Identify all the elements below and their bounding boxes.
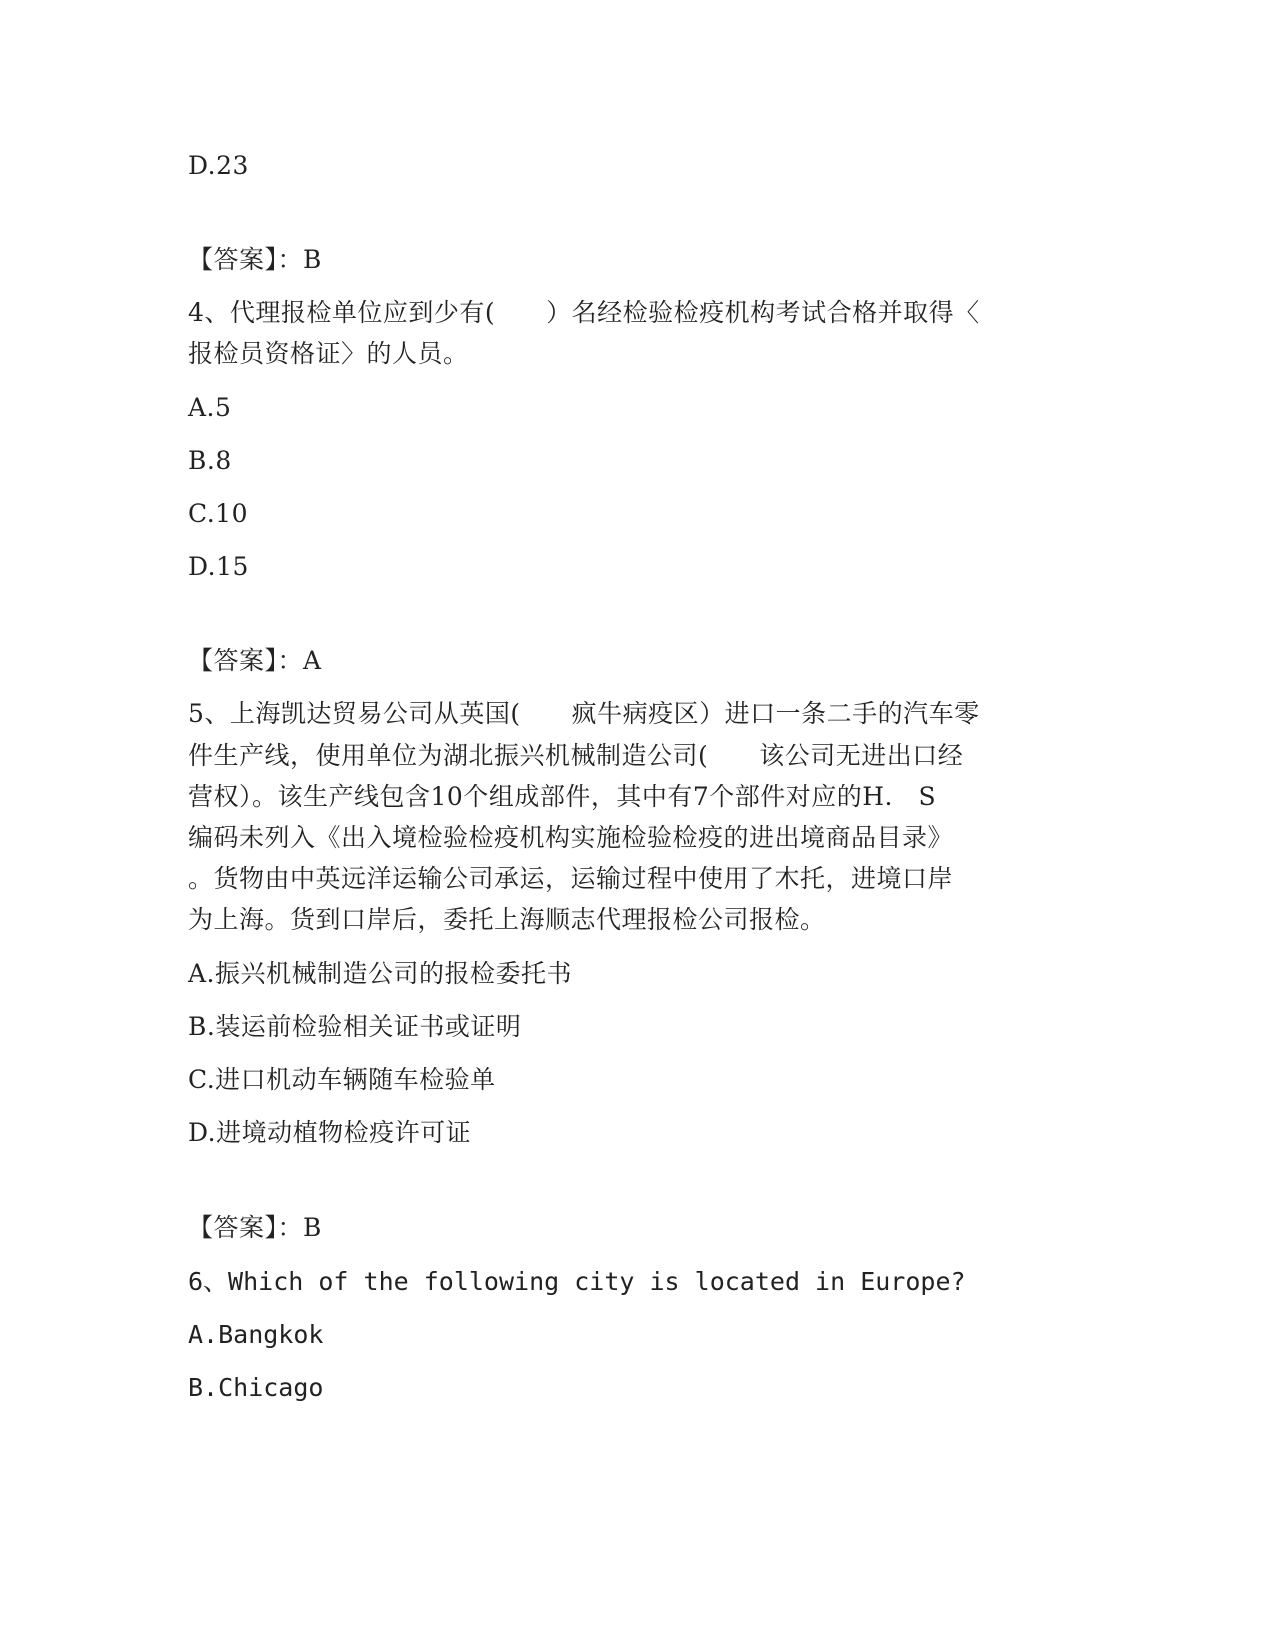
q4-option-b: B.8 [188,446,232,475]
q6-stem: 6、Which of the following city is located in Europe? [188,1267,966,1296]
q3-option-d: D.23 [188,151,249,180]
q4-option-d: D.15 [188,552,249,581]
q5-option-d: D.进境动植物检疫许可证 [188,1118,472,1147]
q6-option-b: B.Chicago [188,1373,324,1402]
q5-stem-line-6: 为上海。货到口岸后，委托上海顺志代理报检公司报检。 [188,905,826,934]
q4-answer: 【答案】：A [188,646,322,675]
q5-option-b: B.装运前检验相关证书或证明 [188,1012,522,1041]
q4-option-a: A.5 [188,393,232,422]
q4-stem-line-1: 4、代理报检单位应到少有( ）名经检验检疫机构考试合格并取得〈 [188,298,980,327]
q5-stem-line-4: 编码未列入《出入境检验检疫机构实施检验检疫的进出境商品目录》 [188,823,954,852]
q3-answer: 【答案】：B [188,245,322,274]
q5-stem-line-2: 件生产线，使用单位为湖北振兴机械制造公司( 该公司无进出口经 [188,741,964,770]
q5-stem-line-3: 营权）。该生产线包含10个组成部件，其中有7个部件对应的H. S [188,782,937,811]
q5-answer: 【答案】：B [188,1213,322,1242]
q5-stem-line-5: 。货物由中英远洋运输公司承运，运输过程中使用了木托，进境口岸 [188,864,954,893]
q5-stem-line-1: 5、上海凯达贸易公司从英国( 疯牛病疫区）进口一条二手的汽车零 [188,699,980,728]
q4-stem-line-2: 报检员资格证〉的人员。 [188,339,469,368]
q6-option-a: A.Bangkok [188,1320,324,1349]
q4-option-c: C.10 [188,499,248,528]
q5-option-c: C.进口机动车辆随车检验单 [188,1065,496,1094]
q5-option-a: A.振兴机械制造公司的报检委托书 [188,959,573,988]
